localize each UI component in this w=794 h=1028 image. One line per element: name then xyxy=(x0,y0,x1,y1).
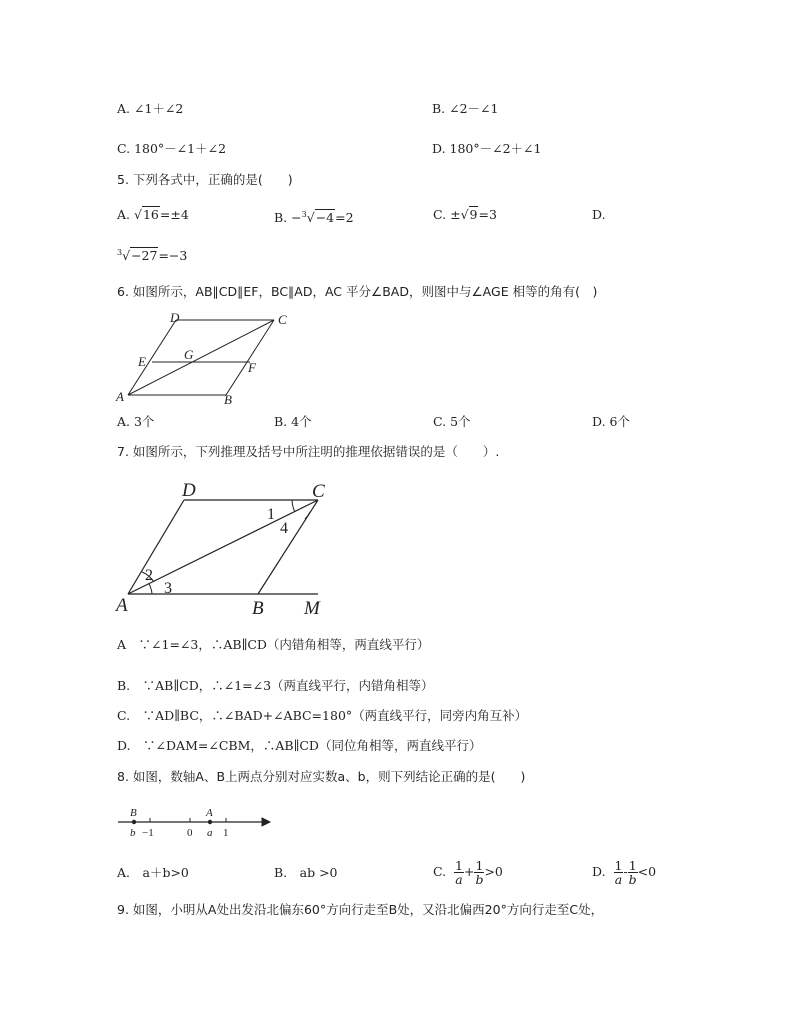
q7-label-c: C xyxy=(312,481,325,502)
q8-point-a-label: A xyxy=(206,807,213,819)
q6-option-a: A. 3个 xyxy=(117,414,155,429)
q5-option-b: B. −$^3$√−4=2 xyxy=(274,210,354,226)
q8-option-b: B. ab >0 xyxy=(274,865,338,880)
q7-option-c: C. ∵AD∥BC，∴∠BAD+∠ABC=180°（两直线平行，同旁内角互补） xyxy=(117,708,528,723)
q8-number-line xyxy=(112,803,282,839)
q6-label-e: E xyxy=(138,354,146,369)
q6-figure xyxy=(114,308,294,408)
q8-tick-0: 0 xyxy=(187,827,193,839)
q7-angle-3: 3 xyxy=(164,580,172,597)
q8-option-d: D. $\frac{1}{a}$ - $\frac{1}{b}$ <0 xyxy=(592,858,657,887)
q7-option-d: D. ∵∠DAM=∠CBM，∴AB∥CD（同位角相等，两直线平行） xyxy=(117,738,482,753)
q5-option-a: A. √16=±4 xyxy=(117,207,189,222)
q5-option-d: $^3$√−27=−3 xyxy=(117,248,188,264)
q7-label-d: D xyxy=(182,480,196,501)
q8-point-b-label: B xyxy=(130,807,137,819)
q7-figure xyxy=(112,474,342,620)
q4-option-c: C. 180°－∠1＋∠2 xyxy=(117,141,227,156)
q6-label-d: D xyxy=(170,310,180,325)
q8-tick-b: b xyxy=(130,827,136,839)
q6-label-b: B xyxy=(224,392,232,407)
q5-option-d-label: D. xyxy=(592,207,606,222)
q8-stem: 8. 如图，数轴A、B上两点分别对应实数a、b，则下列结论正确的是( ) xyxy=(117,769,526,784)
q6-label-g: G xyxy=(184,347,194,362)
q9-stem: 9. 如图，小明从A处出发沿北偏东60°方向行走至B处，又沿北偏西20°方向行走至C处， xyxy=(117,902,604,917)
q6-option-d: D. 6个 xyxy=(592,414,630,429)
q7-option-a: A ∵∠1=∠3，∴AB∥CD（内错角相等，两直线平行） xyxy=(117,637,430,652)
q7-angle-1: 1 xyxy=(267,506,275,523)
q5-stem: 5. 下列各式中，正确的是( ) xyxy=(117,172,293,187)
q7-label-a: A xyxy=(116,595,128,616)
q8-option-c: C. $\frac{1}{a}$ + $\frac{1}{b}$ >0 xyxy=(433,858,503,887)
q7-label-b: B xyxy=(252,598,264,619)
q8-tick-minus1: −1 xyxy=(142,827,154,839)
q7-stem: 7. 如图所示，下列推理及括号中所注明的推理依据错误的是（ ）. xyxy=(117,444,500,459)
q7-angle-4: 4 xyxy=(280,520,288,537)
q7-option-b: B. ∵AB∥CD，∴∠1=∠3（两直线平行，内错角相等） xyxy=(117,678,434,693)
q8-tick-a: a xyxy=(207,827,213,839)
q6-option-c: C. 5个 xyxy=(433,414,471,429)
q7-label-m: M xyxy=(304,598,320,619)
q7-angle-2: 2 xyxy=(145,567,153,584)
q4-option-b: B. ∠2－∠1 xyxy=(432,101,499,116)
q4-option-d: D. 180°－∠2＋∠1 xyxy=(432,141,542,156)
q6-label-f: F xyxy=(248,360,256,375)
q6-option-b: B. 4个 xyxy=(274,414,312,429)
q8-option-a: A. a＋b>0 xyxy=(117,865,189,880)
q8-tick-1: 1 xyxy=(223,827,229,839)
q6-stem: 6. 如图所示，AB∥CD∥EF，BC∥AD，AC 平分∠BAD，则图中与∠AGE 相等的角有( ) xyxy=(117,284,598,299)
q6-label-c: C xyxy=(278,312,287,327)
q6-label-a: A xyxy=(116,389,124,404)
q4-option-a: A. ∠1＋∠2 xyxy=(117,101,184,116)
q5-option-c: C. ±√9=3 xyxy=(433,207,497,222)
